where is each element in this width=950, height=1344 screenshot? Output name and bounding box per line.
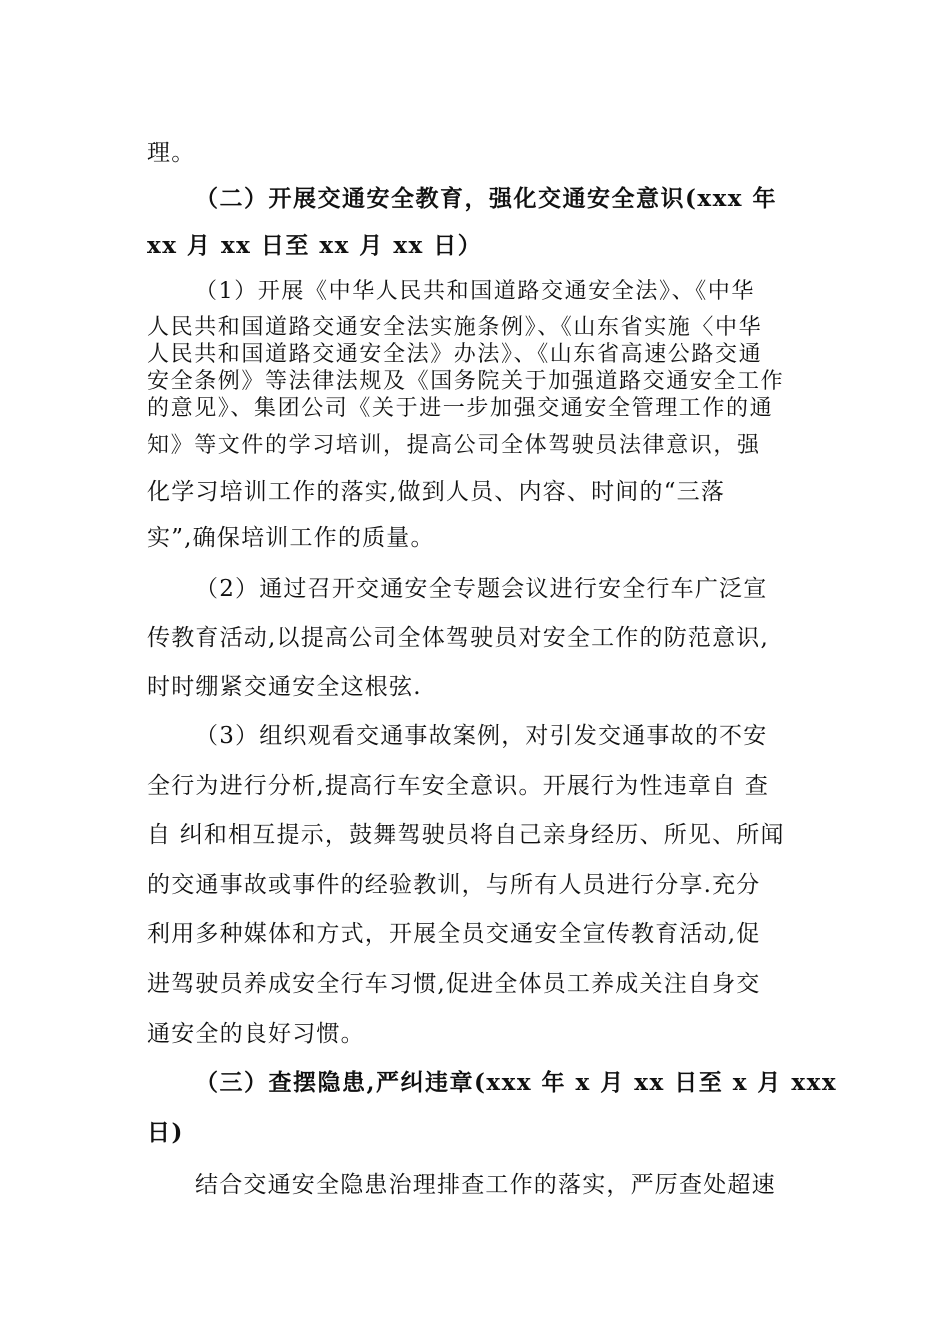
paragraph-line: （2）通过召开交通安全专题会议进行安全行车广泛宣 — [195, 576, 768, 602]
paragraph-line: （1）开展《中华人民共和国道路交通安全法》、《中华 — [195, 279, 755, 304]
paragraph-line: 结合交通安全隐患治理排查工作的落实，严厉查处超速 — [195, 1172, 776, 1198]
paragraph-line: 知》等文件的学习培训，提高公司全体驾驶员法律意识，强 — [147, 433, 761, 458]
paragraph-line: 理。 — [147, 140, 196, 166]
paragraph-line: 自 纠和相互提示，鼓舞驾驶员将自己亲身经历、所见、所闻 — [147, 822, 785, 848]
section-heading: xx 月 xx 日至 xx 月 xx 日） — [147, 232, 483, 259]
paragraph-line: 人民共和国道路交通安全法》办法》、《山东省高速公路交通 — [147, 342, 763, 367]
paragraph-line: 进驾驶员养成安全行车习惯,促进全体员工养成关注自身交 — [147, 971, 761, 997]
section-heading: （二）开展交通安全教育，强化交通安全意识(xxx 年 — [195, 185, 778, 212]
paragraph-line: 安全条例》等法律法规及《国务院关于加强道路交通安全工作 — [147, 369, 785, 394]
paragraph-line: 人民共和国道路交通安全法实施条例》、《山东省实施〈中华 — [147, 315, 763, 340]
paragraph-line: 的意见》、集团公司《关于进一步加强交通安全管理工作的通 — [147, 396, 774, 421]
paragraph-line: 通安全的良好习惯。 — [147, 1021, 365, 1047]
paragraph-line: 的交通事故或事件的经验教训，与所有人员进行分享.充分 — [147, 872, 761, 898]
paragraph-line: 传教育活动,以提高公司全体驾驶员对安全工作的防范意识, — [147, 625, 770, 651]
paragraph-line: 利用多种媒体和方式，开展全员交通安全宣传教育活动,促 — [147, 921, 761, 947]
paragraph-line: 化学习培训工作的落实,做到人员、内容、时间的“三落 — [147, 479, 726, 505]
paragraph-line: 时时绷紧交通安全这根弦. — [147, 674, 422, 700]
section-heading: （三）查摆隐患,严纠违章(xxx 年 x 月 xx 日至 x 月 xxx — [195, 1069, 838, 1096]
paragraph-line: 实”,确保培训工作的质量。 — [147, 525, 435, 551]
paragraph-line: 全行为进行分析,提高行车安全意识。开展行为性违章自 查 — [147, 773, 770, 799]
section-heading: 日) — [147, 1119, 184, 1146]
paragraph-line: （3）组织观看交通事故案例，对引发交通事故的不安 — [195, 723, 768, 749]
